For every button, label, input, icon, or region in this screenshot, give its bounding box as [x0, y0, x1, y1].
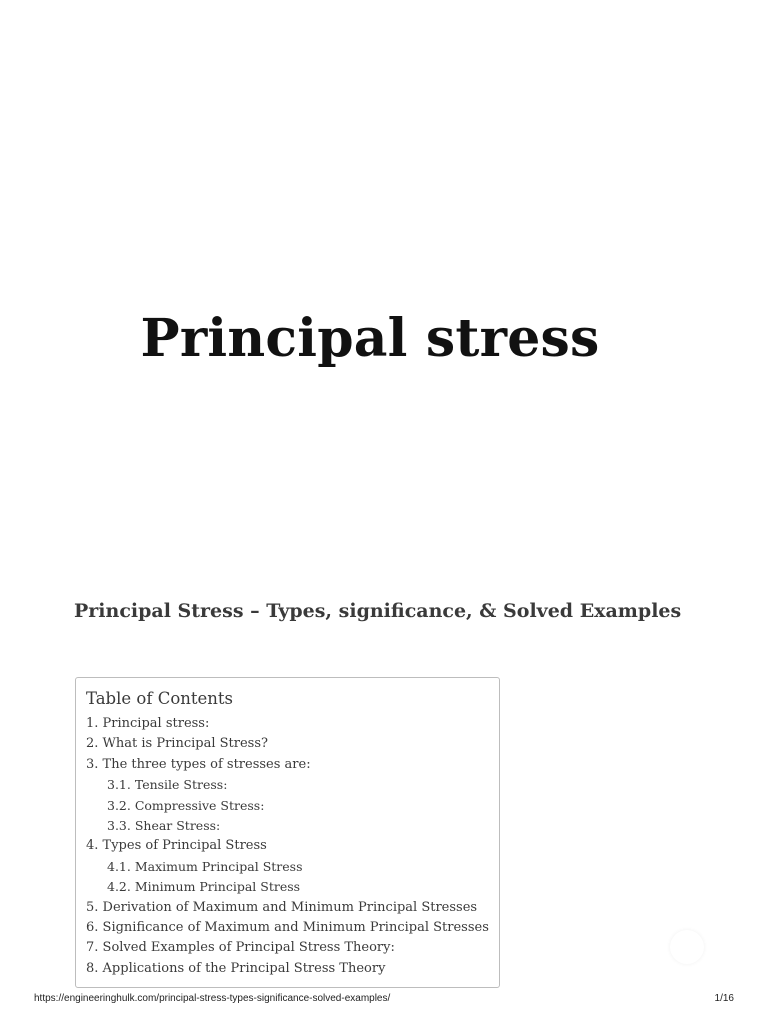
toc-link-three-types-of-stresses[interactable]: 3. The three types of stresses are:: [86, 756, 311, 772]
footer-url: https://engineeringhulk.com/principal-stress-types-significance-solved-examples/: [34, 993, 391, 1004]
toc-link-minimum-principal-stress[interactable]: 4.2. Minimum Principal Stress: [107, 879, 301, 895]
toc-link-shear-stress[interactable]: 3.3. Shear Stress:: [107, 817, 221, 833]
toc-title: Table of Contents: [86, 689, 234, 708]
toc-link-principal-stress[interactable]: 1. Principal stress:: [86, 716, 210, 731]
page-number: 1/16: [714, 993, 734, 1004]
toc-link-what-is-principal-stress[interactable]: 2. What is Principal Stress?: [86, 736, 268, 752]
toc-link-applications[interactable]: 8. Applications of the Principal Stress Theory: [86, 960, 386, 976]
toc-link-tensile-stress[interactable]: 3.1. Tensile Stress:: [107, 777, 228, 793]
toc-link-significance[interactable]: 6. Significance of Maximum and Minimum Principal Stresses: [86, 919, 489, 935]
table-of-contents: [75, 677, 500, 988]
toc-link-types-of-principal-stress[interactable]: 4. Types of Principal Stress: [86, 838, 267, 854]
toc-link-compressive-stress[interactable]: 3.2. Compressive Stress:: [107, 797, 265, 813]
toc-list: [86, 714, 489, 979]
toc-link-maximum-principal-stress[interactable]: 4.1. Maximum Principal Stress: [107, 858, 303, 874]
floating-circle-button[interactable]: [670, 930, 704, 964]
article-subtitle: Principal Stress – Types, significance, & Solved Examples: [74, 600, 682, 622]
toc-link-solved-examples[interactable]: 7. Solved Examples of Principal Stress Theory:: [86, 940, 395, 956]
page-title: Principal stress: [140, 308, 600, 369]
toc-link-derivation[interactable]: 5. Derivation of Maximum and Minimum Principal Stresses: [86, 899, 478, 915]
